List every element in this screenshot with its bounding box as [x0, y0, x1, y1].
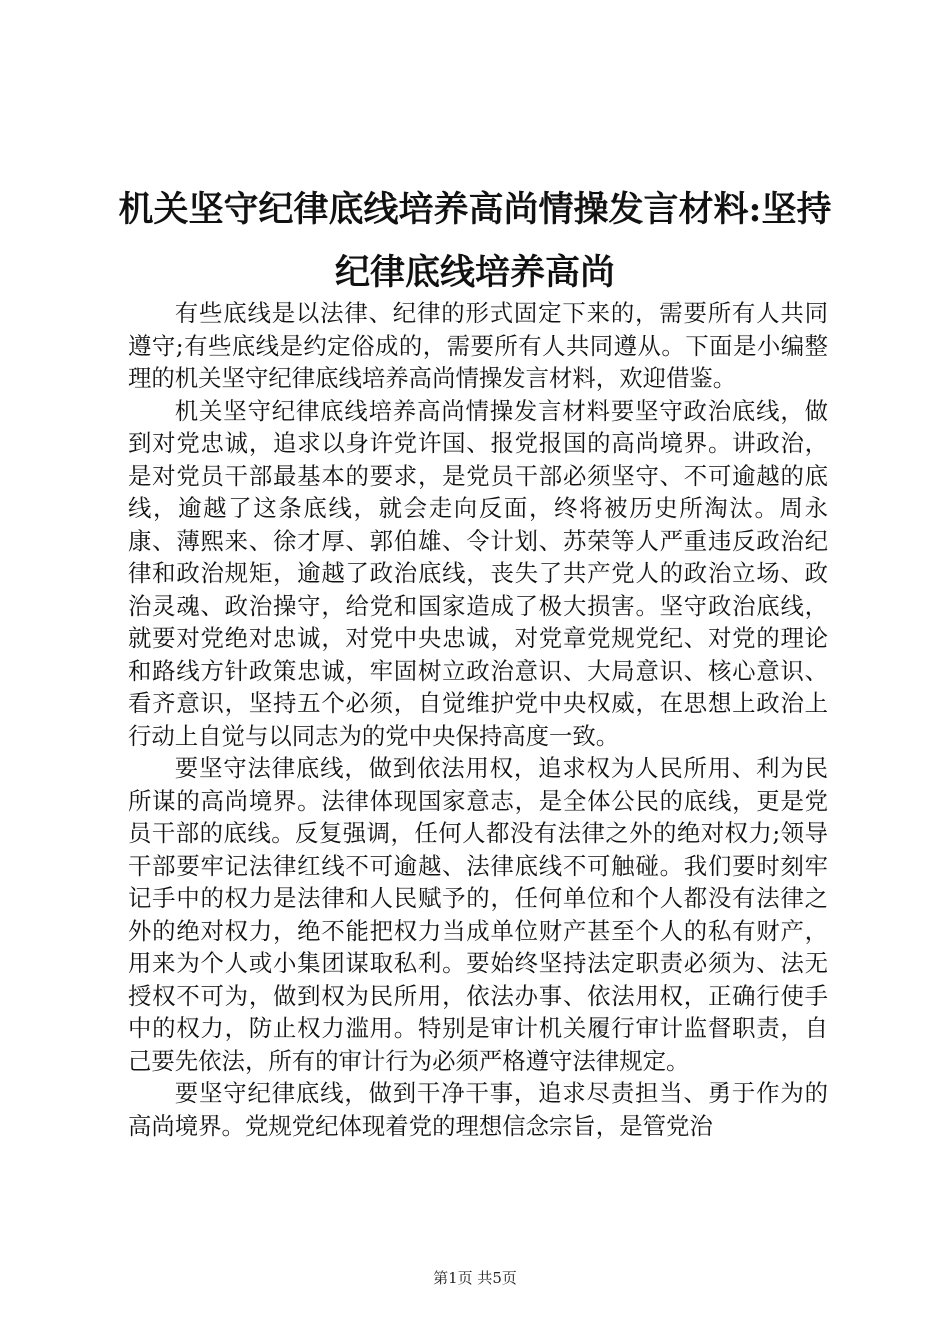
- document-title: 机关坚守纪律底线培养高尚情操发言材料:坚持纪律底线培养高尚: [118, 189, 832, 293]
- page-footer: 第1页 共5页: [433, 1269, 517, 1287]
- paragraph: 机关坚守纪律底线培养高尚情操发言材料要坚守政治底线，做到对党忠诚，追求以身许党许国、报党报国的高尚境界。讲政治，是对党员干部最基本的要求，是党员干部必须坚守、不可逾越的底线，逾越了这条底线，就会走向反面，终将被历史所淘汰。周永康、薄熙来、徐才厚、郭伯雄、令计划、苏荣等人严重违反政治纪律和政治规矩，逾越了政治底线，丧失了共产党人的政治立场、政治灵魂、政治操守，给党和国家造成了极大损害。坚守政治底线，就要对党绝对忠诚，对党中央忠诚，对党章党规党纪、对党的理论和路线方针政策忠诚，牢固树立政治意识、大局意识、核心意识、看齐意识，坚持五个必须，自觉维护党中央权威，在思想上政治上行动上自觉与以同志为的党中央保持高度一致。: [128, 396, 828, 750]
- document-body: [128, 297, 828, 1142]
- paragraph: 有些底线是以法律、纪律的形式固定下来的，需要所有人共同遵守;有些底线是约定俗成的，需要所有人共同遵从。下面是小编整理的机关坚守纪律底线培养高尚情操发言材料，欢迎借鉴。: [128, 299, 828, 392]
- paragraph: 要坚守纪律底线，做到干净干事，追求尽责担当、勇于作为的高尚境界。党规党纪体现着党的理想信念宗旨，是管党治: [128, 1079, 828, 1140]
- paragraph: 要坚守法律底线，做到依法用权，追求权为人民所用、利为民所谋的高尚境界。法律体现国家意志，是全体公民的底线，更是党员干部的底线。反复强调，任何人都没有法律之外的绝对权力;领导干部要牢记法律红线不可逾越、法律底线不可触碰。我们要时刻牢记手中的权力是法律和人民赋予的，任何单位和个人都没有法律之外的绝对权力，绝不能把权力当成单位财产甚至个人的私有财产，用来为个人或小集团谋取私利。要始终坚持法定职责必须为、法无授权不可为，做到权为民所用，依法办事、依法用权，正确行使手中的权力，防止权力滥用。特别是审计机关履行审计监督职责，自己要先依法，所有的审计行为必须严格遵守法律规定。: [128, 754, 828, 1075]
